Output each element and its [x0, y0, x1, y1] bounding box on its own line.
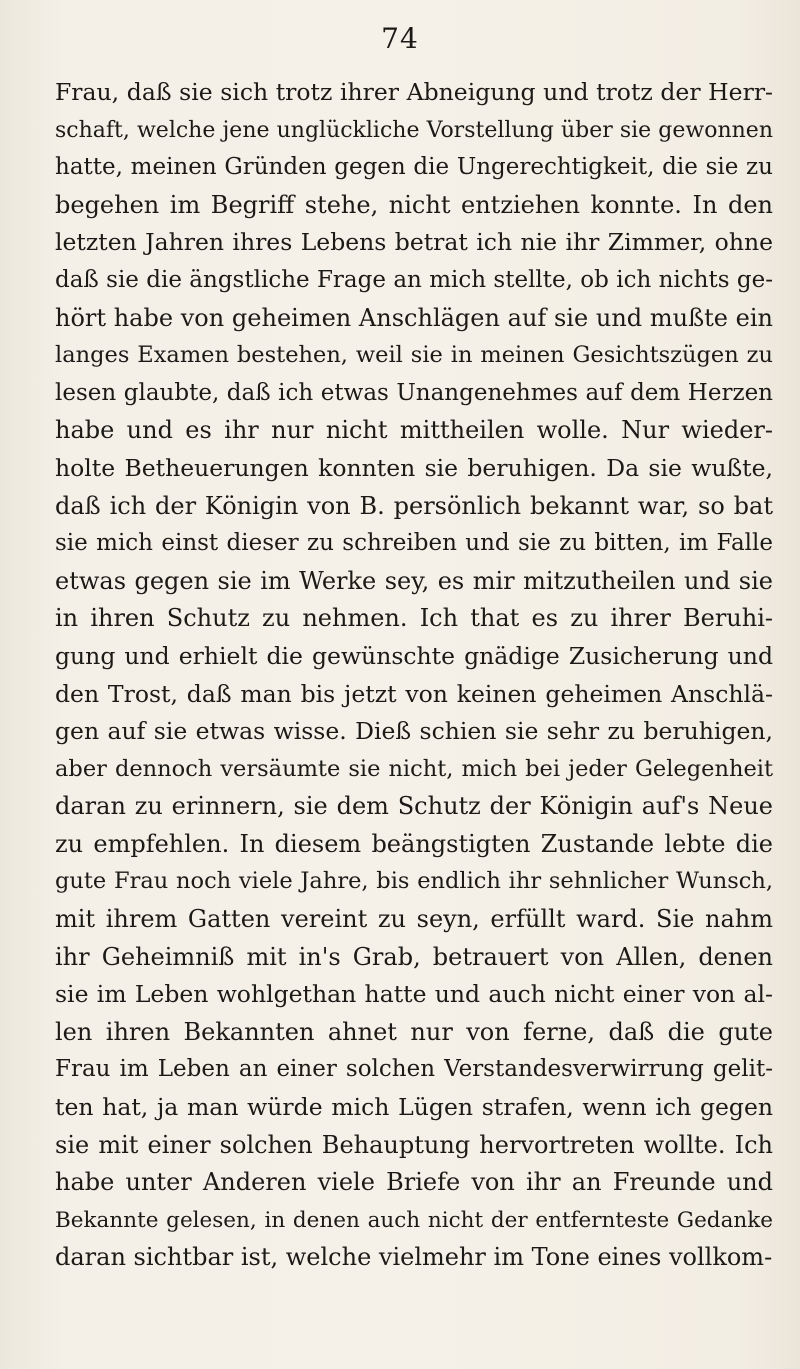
text-line: holte Betheuerungen konnten sie beruhigen. Da sie wußte, [55, 453, 773, 482]
text-line: len ihren Bekannten ahnet nur von ferne, daß die gute [55, 1017, 773, 1046]
text-line: begehen im Begriff stehe, nicht entziehen konnte. In den [55, 190, 773, 219]
text-line: ten hat, ja man würde mich Lügen strafen, wenn ich gegen [55, 1093, 773, 1122]
text-line: schaft, welche jene unglückliche Vorstellung über sie gewonnen [55, 117, 773, 143]
text-line: ihr Geheimniß mit in's Grab, betrauert von Allen, denen [55, 942, 773, 971]
text-line: Bekannte gelesen, in denen auch nicht der entfernteste Gedanke [55, 1207, 773, 1233]
text-line: in ihren Schutz zu nehmen. Ich that es zu ihrer Beruhi- [55, 604, 773, 633]
text-line: sie mit einer solchen Behauptung hervortreten wollte. Ich [55, 1130, 773, 1159]
text-line: habe unter Anderen viele Briefe von ihr an Freunde und [55, 1168, 773, 1197]
text-line: gute Frau noch viele Jahre, bis endlich ihr sehnlicher Wunsch, [55, 868, 773, 895]
text-line: Frau, daß sie sich trotz ihrer Abneigung und trotz der Herr- [55, 78, 773, 106]
page-number: 74 [381, 22, 419, 55]
text-line: lesen glaubte, daß ich etwas Unangenehmes auf dem Herzen [55, 379, 773, 406]
text-line: zu empfehlen. In diesem beängstigten Zustande lebte die [55, 829, 773, 858]
text-line: daran zu erinnern, sie dem Schutz der Königin auf's Neue [55, 792, 773, 821]
text-line: daran sichtbar ist, welche vielmehr im Tone eines vollkom- [55, 1243, 773, 1272]
text-line: aber dennoch versäumte sie nicht, mich bei jeder Gelegenheit [55, 755, 773, 782]
text-line: mit ihrem Gatten vereint zu seyn, erfüllt ward. Sie nahm [55, 905, 773, 934]
text-line: letzten Jahren ihres Lebens betrat ich nie ihr Zimmer, ohne [55, 228, 773, 257]
text-line: hatte, meinen Gründen gegen die Ungerechtigkeit, die sie zu [55, 154, 773, 181]
text-line: habe und es ihr nur nicht mittheilen wolle. Nur wieder- [55, 416, 773, 445]
text-line: gung und erhielt die gewünschte gnädige Zusicherung und [55, 641, 773, 670]
text-line: hört habe von geheimen Anschlägen auf sie und mußte ein [55, 303, 773, 332]
text-line: Frau im Leben an einer solchen Verstandesverwirrung gelit- [55, 1056, 773, 1083]
text-line: sie mich einst dieser zu schreiben und sie zu bitten, im Falle [55, 530, 773, 557]
text-line: gen auf sie etwas wisse. Dieß schien sie sehr zu beruhigen, [55, 717, 773, 746]
text-line: langes Examen bestehen, weil sie in meinen Gesichtszügen zu [55, 342, 773, 369]
text-line: den Trost, daß man bis jetzt von keinen geheimen Anschlä- [55, 679, 773, 708]
text-line: daß ich der Königin von B. persönlich bekannt war, so bat [55, 491, 773, 520]
text-line: daß sie die ängstliche Frage an mich stellte, ob ich nichts ge- [55, 266, 773, 293]
text-line: sie im Leben wohlgethan hatte und auch nicht einer von al- [55, 980, 773, 1009]
text-line: etwas gegen sie im Werke sey, es mir mitzutheilen und sie [55, 566, 773, 595]
body-text [55, 74, 773, 1277]
